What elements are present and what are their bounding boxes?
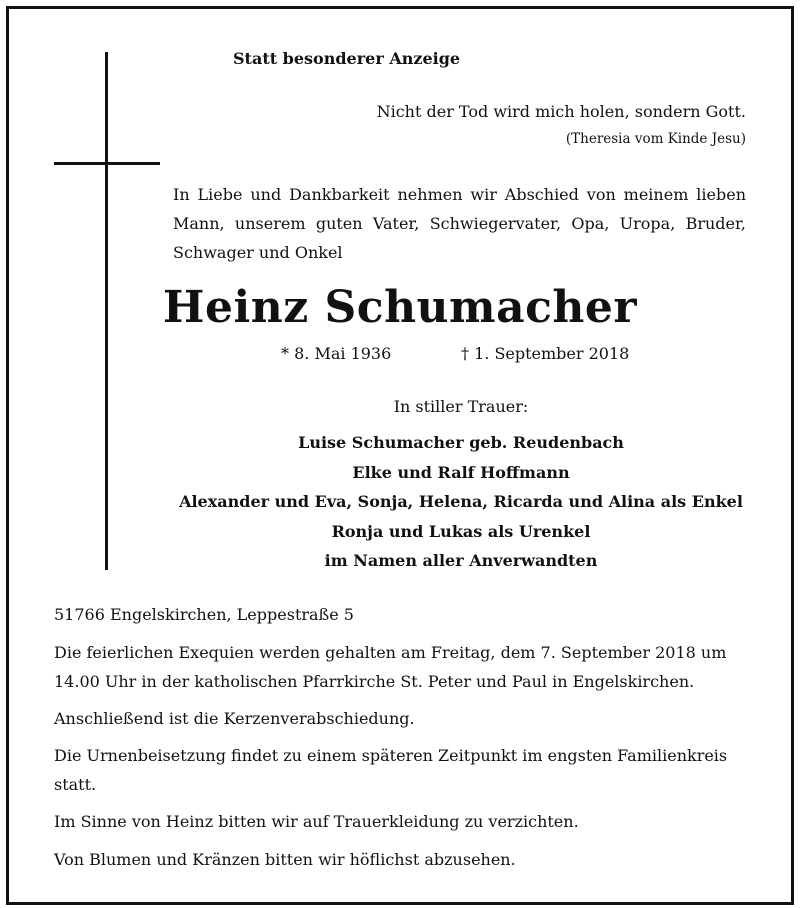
death-date: † 1. September 2018 xyxy=(461,344,630,363)
mourner-line: Elke und Ralf Hoffmann xyxy=(352,462,570,482)
urn-paragraph: Die Urnenbeisetzung findet zu einem späteren Zeitpunkt im engsten Familienkreis statt. xyxy=(54,746,728,794)
mourner-line: Ronja und Lukas als Urenkel xyxy=(331,521,591,541)
quote-source: (Theresia vom Kinde Jesu) xyxy=(565,131,746,147)
intro-paragraph: In Liebe und Dankbarkeit nehmen wir Abschied von meinem lieben Mann, unserem guten Vater, Schwiegervater, Opa, Uropa, Bruder, Schwager und Onkel xyxy=(173,185,746,262)
candle-paragraph: Anschließend ist die Kerzenverabschiedung. xyxy=(54,708,415,728)
mourner-line: Luise Schumacher geb. Reudenbach xyxy=(298,433,624,452)
mourner-line: Alexander und Eva, Sonja, Helena, Ricarda und Alina als Enkel xyxy=(179,492,743,511)
notice-header: Statt besonderer Anzeige xyxy=(233,49,461,68)
mourning-heading: In stiller Trauer: xyxy=(393,397,529,416)
intro-text xyxy=(173,180,746,267)
birth-date: * 8. Mai 1936 xyxy=(281,344,392,363)
notice-body xyxy=(54,600,754,882)
address: 51766 Engelskirchen, Leppestraße 5 xyxy=(54,605,354,624)
cross-icon-horizontal xyxy=(54,162,160,165)
mourner-line: im Namen aller Anverwandten xyxy=(324,551,598,570)
quote: Nicht der Tod wird mich holen, sondern Gott. xyxy=(376,102,746,121)
clothing-paragraph: Im Sinne von Heinz bitten wir auf Trauerkleidung zu verzichten. xyxy=(54,812,579,831)
flowers-paragraph: Von Blumen und Kränzen bitten wir höflichst abzusehen. xyxy=(54,849,516,869)
mourners-list xyxy=(0,428,800,576)
service-paragraph: Die feierlichen Exequien werden gehalten am Freitag, dem 7. September 2018 um 14.00 Uhr in der katholischen Pfarrkirche St. Peter und Paul in Engelskirchen. xyxy=(54,642,727,691)
deceased-name: Heinz Schumacher xyxy=(162,282,638,333)
